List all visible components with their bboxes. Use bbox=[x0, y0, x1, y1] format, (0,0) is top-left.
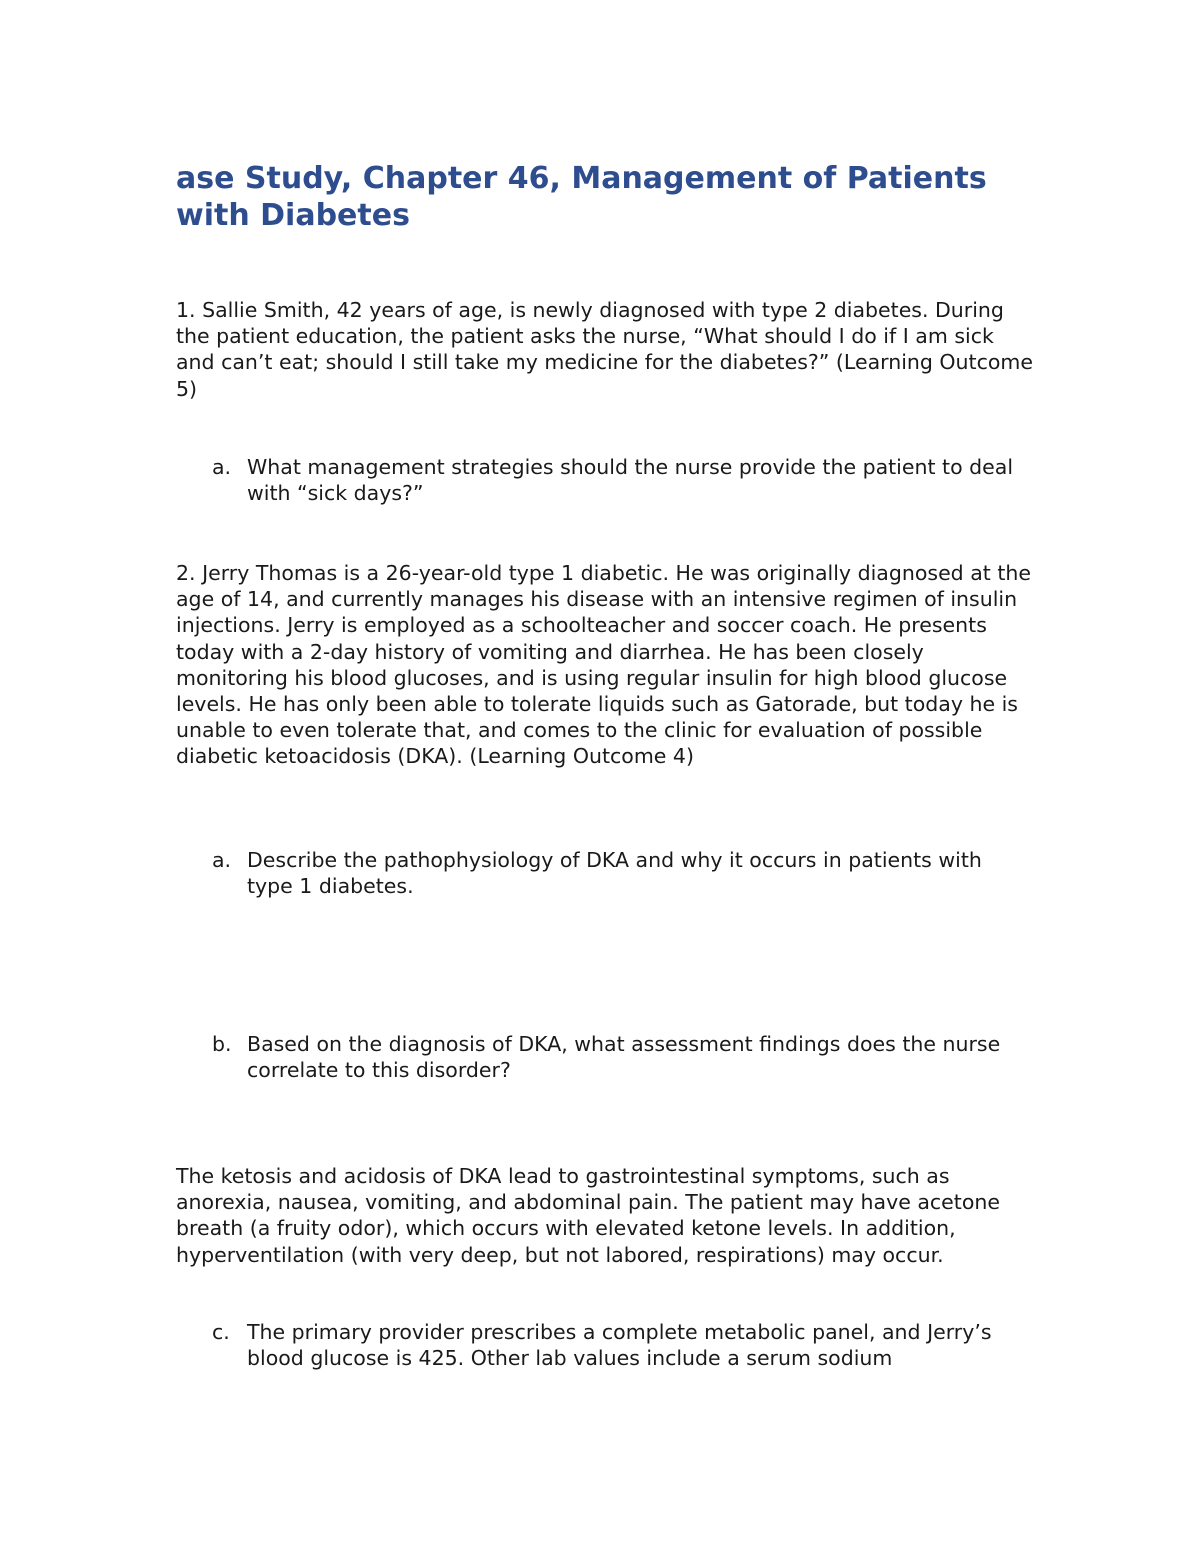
question-2b-text: Based on the diagnosis of DKA, what assessment findings does the nurse correlate to this disorder? bbox=[247, 1032, 1001, 1083]
question-2c bbox=[212, 1319, 1032, 1371]
list-marker: b. bbox=[212, 1032, 232, 1056]
list-marker: c. bbox=[212, 1320, 230, 1344]
document-title: ase Study, Chapter 46, Management of Patients with Diabetes bbox=[176, 161, 987, 233]
question-1-text: 1. Sallie Smith, 42 years of age, is newly diagnosed with type 2 diabetes. During the patient education, the patient asks the nurse, “What should I do if I am sick and can’t eat; should I still take my medicine for the diabetes?” (Learning Outcome 5) bbox=[176, 298, 1033, 401]
question-2b-answer: The ketosis and acidosis of DKA lead to gastrointestinal symptoms, such as anorexia, nausea, vomiting, and abdominal pain. The patient may have acetone breath (a fruity odor), which occurs with elevated ketone levels. In addition, hyperventilation (with very deep, but not labored, respirations) may occur. bbox=[176, 1164, 1000, 1267]
list-marker: a. bbox=[212, 455, 232, 479]
question-2c-text: The primary provider prescribes a complete metabolic panel, and Jerry’s blood glucose is 425. Other lab values include a serum sodium bbox=[247, 1320, 992, 1371]
question-2-text: 2. Jerry Thomas is a 26-year-old type 1 diabetic. He was originally diagnosed at the age of 14, and currently manages his disease with an intensive regimen of insulin injections. Jerry is employed as a schoolteacher and soccer coach. He presents today with a 2-day history of vomiting and diarrhea. He has been closely monitoring his blood glucoses, and is using regular insulin for high blood glucose levels. He has only been able to tolerate liquids such as Gatorade, but today he is unable to even tolerate that, and comes to the clinic for evaluation of possible diabetic ketoacidosis (DKA). (Learning Outcome 4) bbox=[176, 561, 1031, 769]
question-2a bbox=[212, 847, 1032, 899]
list-marker: a. bbox=[212, 848, 232, 872]
question-1a-text: What management strategies should the nurse provide the patient to deal with “sick days?” bbox=[247, 455, 1014, 506]
question-1a bbox=[212, 454, 1032, 506]
question-2b bbox=[212, 1031, 1032, 1083]
question-2a-text: Describe the pathophysiology of DKA and why it occurs in patients with type 1 diabetes. bbox=[247, 848, 982, 899]
